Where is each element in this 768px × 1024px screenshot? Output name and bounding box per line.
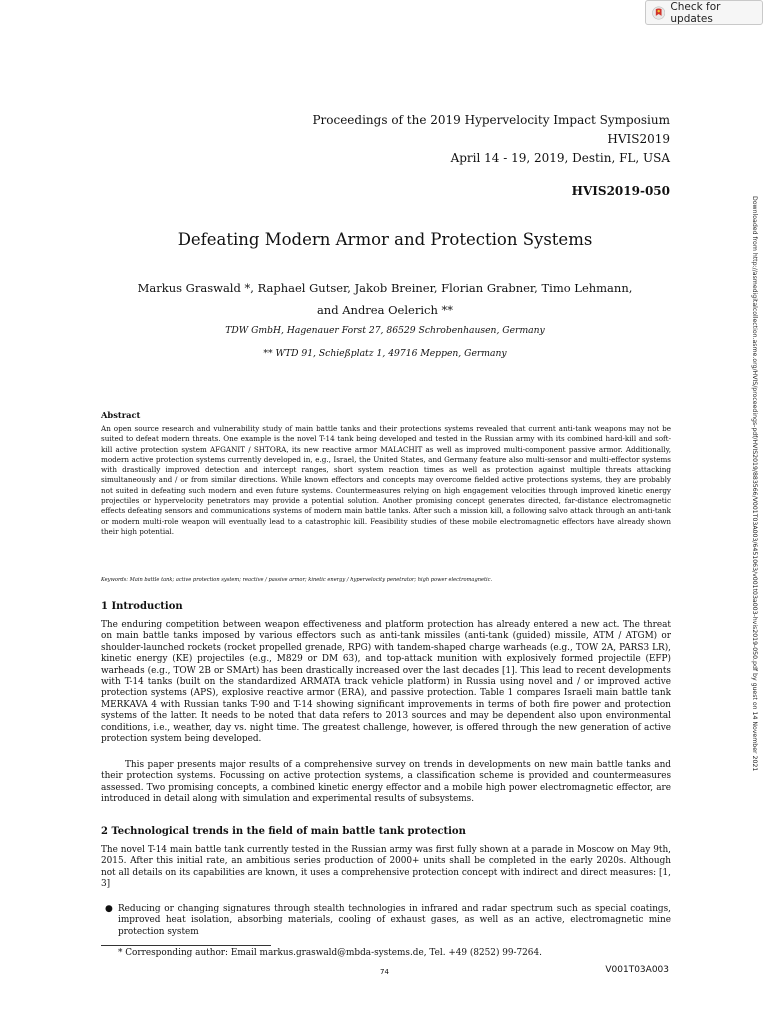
affiliation-1: TDW GmbH, Hagenauer Forst 27, 86529 Schrobenhausen, Germany xyxy=(225,325,545,336)
paper-id: HVIS2019-050 xyxy=(571,184,670,198)
abstract-text: An open source research and vulnerability study of main battle tanks and their protections systems revealed that current anti-tank weapons may not be suited to defeat modern threats. One example is the novel T-14 tank being developed and tested in the Russian army with its combined hard-kill and soft-kill active protection system AFGANIT / SHTORA, its new reactive armor MALACHIT as well as improved multi-component passive armor. Additionally, modern active protection systems currently developed in, e.g., Israel, the United States, and Germany feature also multi-sensor and multi-effector systems with drastically improved detection and intercept ranges, short system reaction times as well as protection against multiple threats attacking simultaneously and / or from similar directions. While known effectors and concepts may overcome fielded active protections systems, they are probably not suited in defeating such modern and even future systems. Countermeasures relying on high engagement velocities through improved kinetic energy projectiles or hypervelocity penetrators may provide a potential solution. Another promising concept generates directed, far-distance electromagnetic effects defeating sensors and communications systems of modern main battle tanks. After such a mission kill, a following salvo attack through an anti-tank or modern multi-role weapon will eventually lead to a catastrophic kill. Feasibility studies of these mobile electromagnetic effectors have already shown their high potential. xyxy=(101,424,671,536)
affiliation-2: ** WTD 91, Schießplatz 1, 49716 Meppen, Germany xyxy=(263,348,507,359)
check-for-updates-button[interactable] xyxy=(645,0,763,25)
section-1-paragraph-1: The enduring competition between weapon effectiveness and platform protection has already entered a new act. The threat on main battle tanks imposed by various effectors such as anti-tank missiles (anti-tank (guided) missile, ATM / ATGM) or shoulder-launched rockets (rocket propelled grenade, RPG) with tandem-shaped charge warheads (e.g., TOW 2A, PARS3 LR), kinetic energy (KE) projectiles (e.g., M829 or DM 63), and top-attack munition with explosively formed projectile (EFP) warheads (e.g., TOW 2B or SMArt) has been drastically increased over the last decades [1]. This lead to recent developments with T-14 tanks (built on the standardized ARMATA track vehicle platform) in Russia using novel and / or improved active protection systems (APS), explosive reactive armor (ERA), and passive protection. Table 1 compares Israeli main battle tank MERKAVA 4 with Russian tanks T-90 and T-14 showing significant improvements in terms of both fire power and protection systems of the latter. It needs to be noted that data refers to 2013 sources and may be dependent also upon environmental conditions, i.e., weather, day vs. night time. The greatest challenge, however, is offered through the new generation of active protection system being developed. xyxy=(101,620,671,745)
conference-acronym: HVIS2019 xyxy=(607,132,670,146)
section-2-paragraph-1: The novel T-14 main battle tank currently tested in the Russian army was first fully shown at a parade in Moscow on May 9th, 2015. After this initial rate, an ambitious series production of 2000+ units shall be completed in the early 2020s. Although not all details on its capabilities are known, it uses a comprehensive protection concept with indirect and direct measures: [1, 3] xyxy=(101,845,671,890)
list-item xyxy=(105,904,671,938)
authors-line-1: Markus Graswald *, Raphael Gutser, Jakob Breiner, Florian Grabner, Timo Lehmann, xyxy=(137,281,633,295)
conference-header xyxy=(312,111,670,168)
author-list xyxy=(110,277,660,321)
section-2-heading: 2 Technological trends in the field of main battle tank protection xyxy=(101,826,466,837)
keywords: Keywords: Main battle tank; active protection system; reactive / passive armor; kinetic energy / hypervelocity penetrator; high power electromagnetic. xyxy=(101,577,493,583)
footnote-divider xyxy=(101,945,271,946)
conference-date-location: April 14 - 19, 2019, Destin, FL, USA xyxy=(450,151,670,165)
page-number: 74 xyxy=(380,968,389,976)
download-watermark: Downloaded from http://asmedigitalcollection.asme.org/HVIS/proceedings-pdf/HVIS2019/883566/V001T03A003/6451063/v001t03a003-hvis2019-050.pdf by guest on 14 November 2021 xyxy=(751,196,758,772)
footnote: * Corresponding author: Email markus.graswald@mbda-systems.de, Tel. +49 (8252) 99-7264. xyxy=(118,948,542,958)
check-updates-icon xyxy=(652,6,665,20)
authors-line-2: and Andrea Oelerich ** xyxy=(316,303,454,317)
section-1-paragraph-2: This paper presents major results of a comprehensive survey on trends in developments on new main battle tanks and their protection systems. Focussing on active protection systems, a classification scheme is provided and countermeasures assessed. Two promising concepts, a combined kinetic energy effector and a mobile high power electromagnetic effector, are introduced in detail along with simulation and experimental results of subsystems. xyxy=(101,760,671,805)
document-code: V001T03A003 xyxy=(605,965,669,975)
conference-name: Proceedings of the 2019 Hypervelocity Impact Symposium xyxy=(312,113,670,127)
section-1-heading: 1 Introduction xyxy=(101,601,183,612)
abstract-heading: Abstract xyxy=(101,410,141,420)
check-updates-label: Check for updates xyxy=(670,0,721,25)
paper-title: Defeating Modern Armor and Protection Systems xyxy=(177,230,593,249)
bullet-icon: ● xyxy=(105,904,113,914)
list-item-text: Reducing or changing signatures through stealth technologies in infrared and radar spectrum such as special coatings, improved heat isolation, absorbing materials, cooling of exhaust gases, as well as an active, electromagnetic mine protection system xyxy=(118,904,671,937)
